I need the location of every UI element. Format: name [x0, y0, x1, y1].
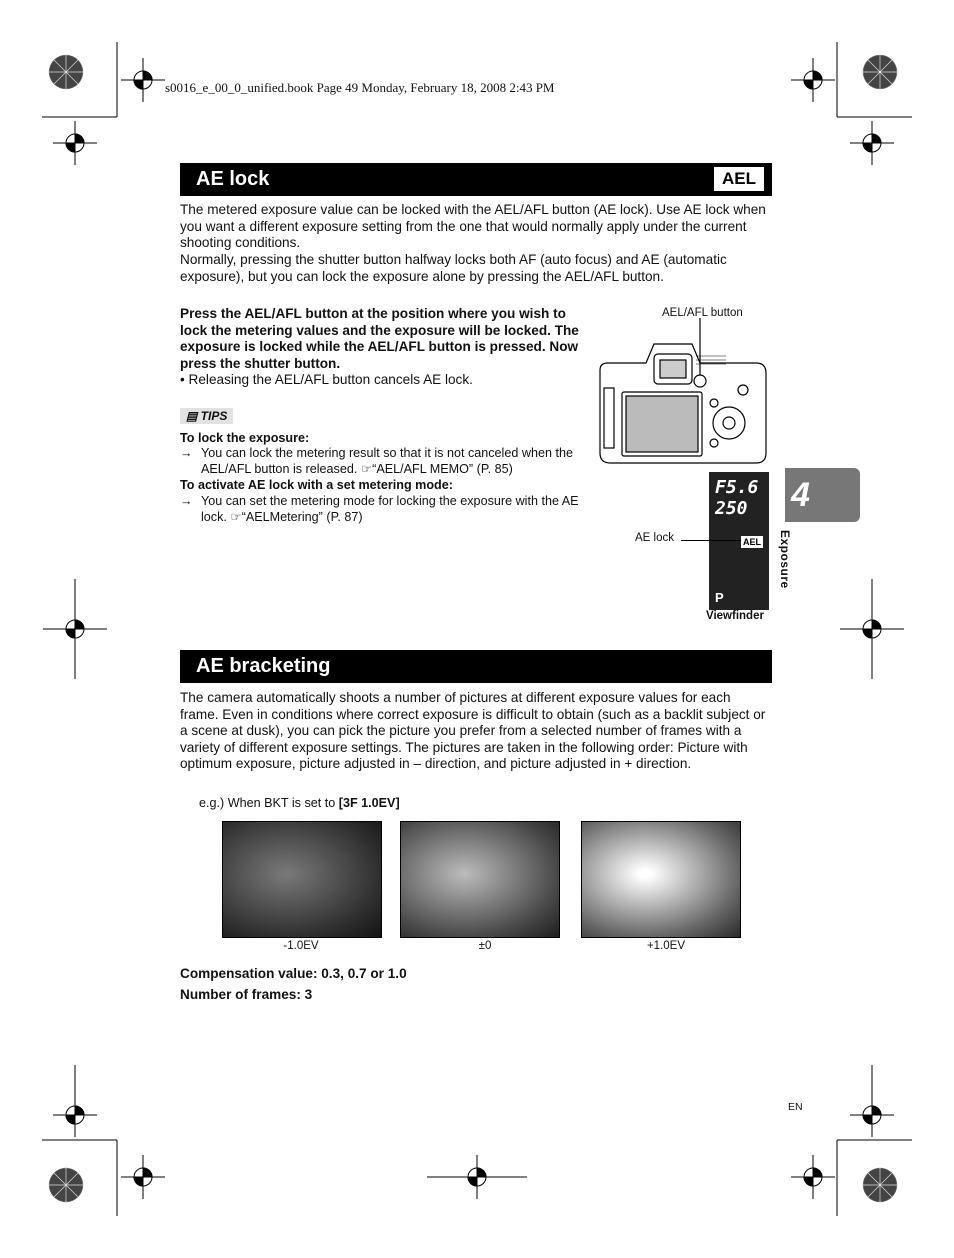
section-side-label: Exposure — [778, 530, 792, 589]
ae-lock-intro-1: The metered exposure value can be locked with the AEL/AFL button (AE lock). Use AE lock when you want a different exposure setting from the one that would normally apply under the current shooting conditions. — [180, 202, 766, 251]
viewfinder-aperture: F5.6 — [715, 477, 759, 498]
photo-fill — [401, 822, 559, 937]
bracket-photo-minus — [222, 821, 382, 938]
viewfinder-caption: Viewfinder — [706, 610, 764, 622]
ael-badge: AEL — [714, 167, 764, 191]
ae-lock-label: AE lock — [635, 532, 674, 544]
tip1-heading: To lock the exposure: — [180, 431, 310, 445]
ae-lock-bullet — [180, 372, 585, 389]
bracket-caption-plus: +1.0EV — [646, 940, 686, 952]
bracket-caption-zero: ±0 — [478, 940, 492, 952]
tip2-text: You can set the metering mode for locking the exposure with the AE lock. ☞“AELMetering” (P. 87) — [201, 494, 579, 524]
ae-bracketing-title: AE bracketing — [196, 655, 331, 677]
ae-lock-leader-line — [681, 540, 741, 541]
tip1-text: You can lock the metering result so that it is not canceled when the AEL/AFL button is released. ☞“AEL/AFL MEMO” (P. 85) — [201, 446, 573, 476]
tip2-heading: To activate AE lock with a set metering mode: — [180, 478, 453, 492]
ae-bracketing-intro: The camera automatically shoots a number of pictures at different exposure values for each frame. Even in conditions where correct exposure is difficult to obtain (such as a backlit subject or a scene at dusk), you can pick the picture you prefer from a selected number of frames with a variety of different exposure settings. The pictures are taken in the following order: Picture with optimum exposure, picture adjusted in – direction, and picture adjusted in + direction. — [180, 690, 766, 772]
ae-lock-intro-2: Normally, pressing the shutter button halfway locks both AF (auto focus) and AE (automatic exposure), but you can lock the exposure alone by pressing the AEL/AFL button. — [180, 252, 727, 284]
ae-bracketing-title-bar — [180, 650, 772, 683]
viewfinder-mode: P — [715, 590, 724, 605]
bracket-photo-plus — [581, 821, 741, 938]
language-footer: EN — [788, 1101, 803, 1113]
camera-button-label: AEL/AFL button — [662, 307, 743, 319]
camera-back-illustration — [596, 318, 772, 466]
ae-lock-title: AE lock — [196, 168, 270, 190]
ae-lock-instruction: Press the AEL/AFL button at the position where you wish to lock the metering values and the exposure will be locked. The exposure is locked while the AEL/AFL button is pressed. Now press the shutter button. — [180, 306, 579, 371]
bracketing-example — [199, 796, 400, 812]
bullet-text: Releasing the AEL/AFL button cancels AE lock. — [188, 372, 473, 387]
bracket-caption-minus: -1.0EV — [283, 940, 319, 952]
tips-icon: ▤ — [186, 409, 201, 423]
viewfinder-ael-indicator: AEL — [743, 537, 761, 547]
viewfinder-display — [709, 472, 769, 610]
tip2-arrow-icon: → — [180, 494, 193, 508]
tip1-arrow-icon: → — [180, 446, 193, 460]
number-of-frames: Number of frames: 3 — [180, 987, 313, 1002]
compensation-value: Compensation value: 0.3, 0.7 or 1.0 — [180, 966, 407, 981]
photo-fill — [582, 822, 740, 937]
example-prefix: e.g.) When BKT is set to — [199, 796, 339, 810]
tips-text: TIPS — [200, 409, 228, 423]
chapter-tab: 4 — [785, 468, 860, 522]
tips-label — [180, 407, 233, 425]
viewfinder-shutter: 250 — [715, 498, 748, 519]
bracket-photo-zero — [400, 821, 560, 938]
book-header-line: s0016_e_00_0_unified.book Page 49 Monday, February 18, 2008 2:43 PM — [165, 80, 555, 95]
ae-lock-title-bar — [180, 163, 772, 196]
example-value: [3F 1.0EV] — [338, 796, 400, 810]
photo-fill — [223, 822, 381, 937]
bullet-dot: • — [180, 372, 189, 387]
